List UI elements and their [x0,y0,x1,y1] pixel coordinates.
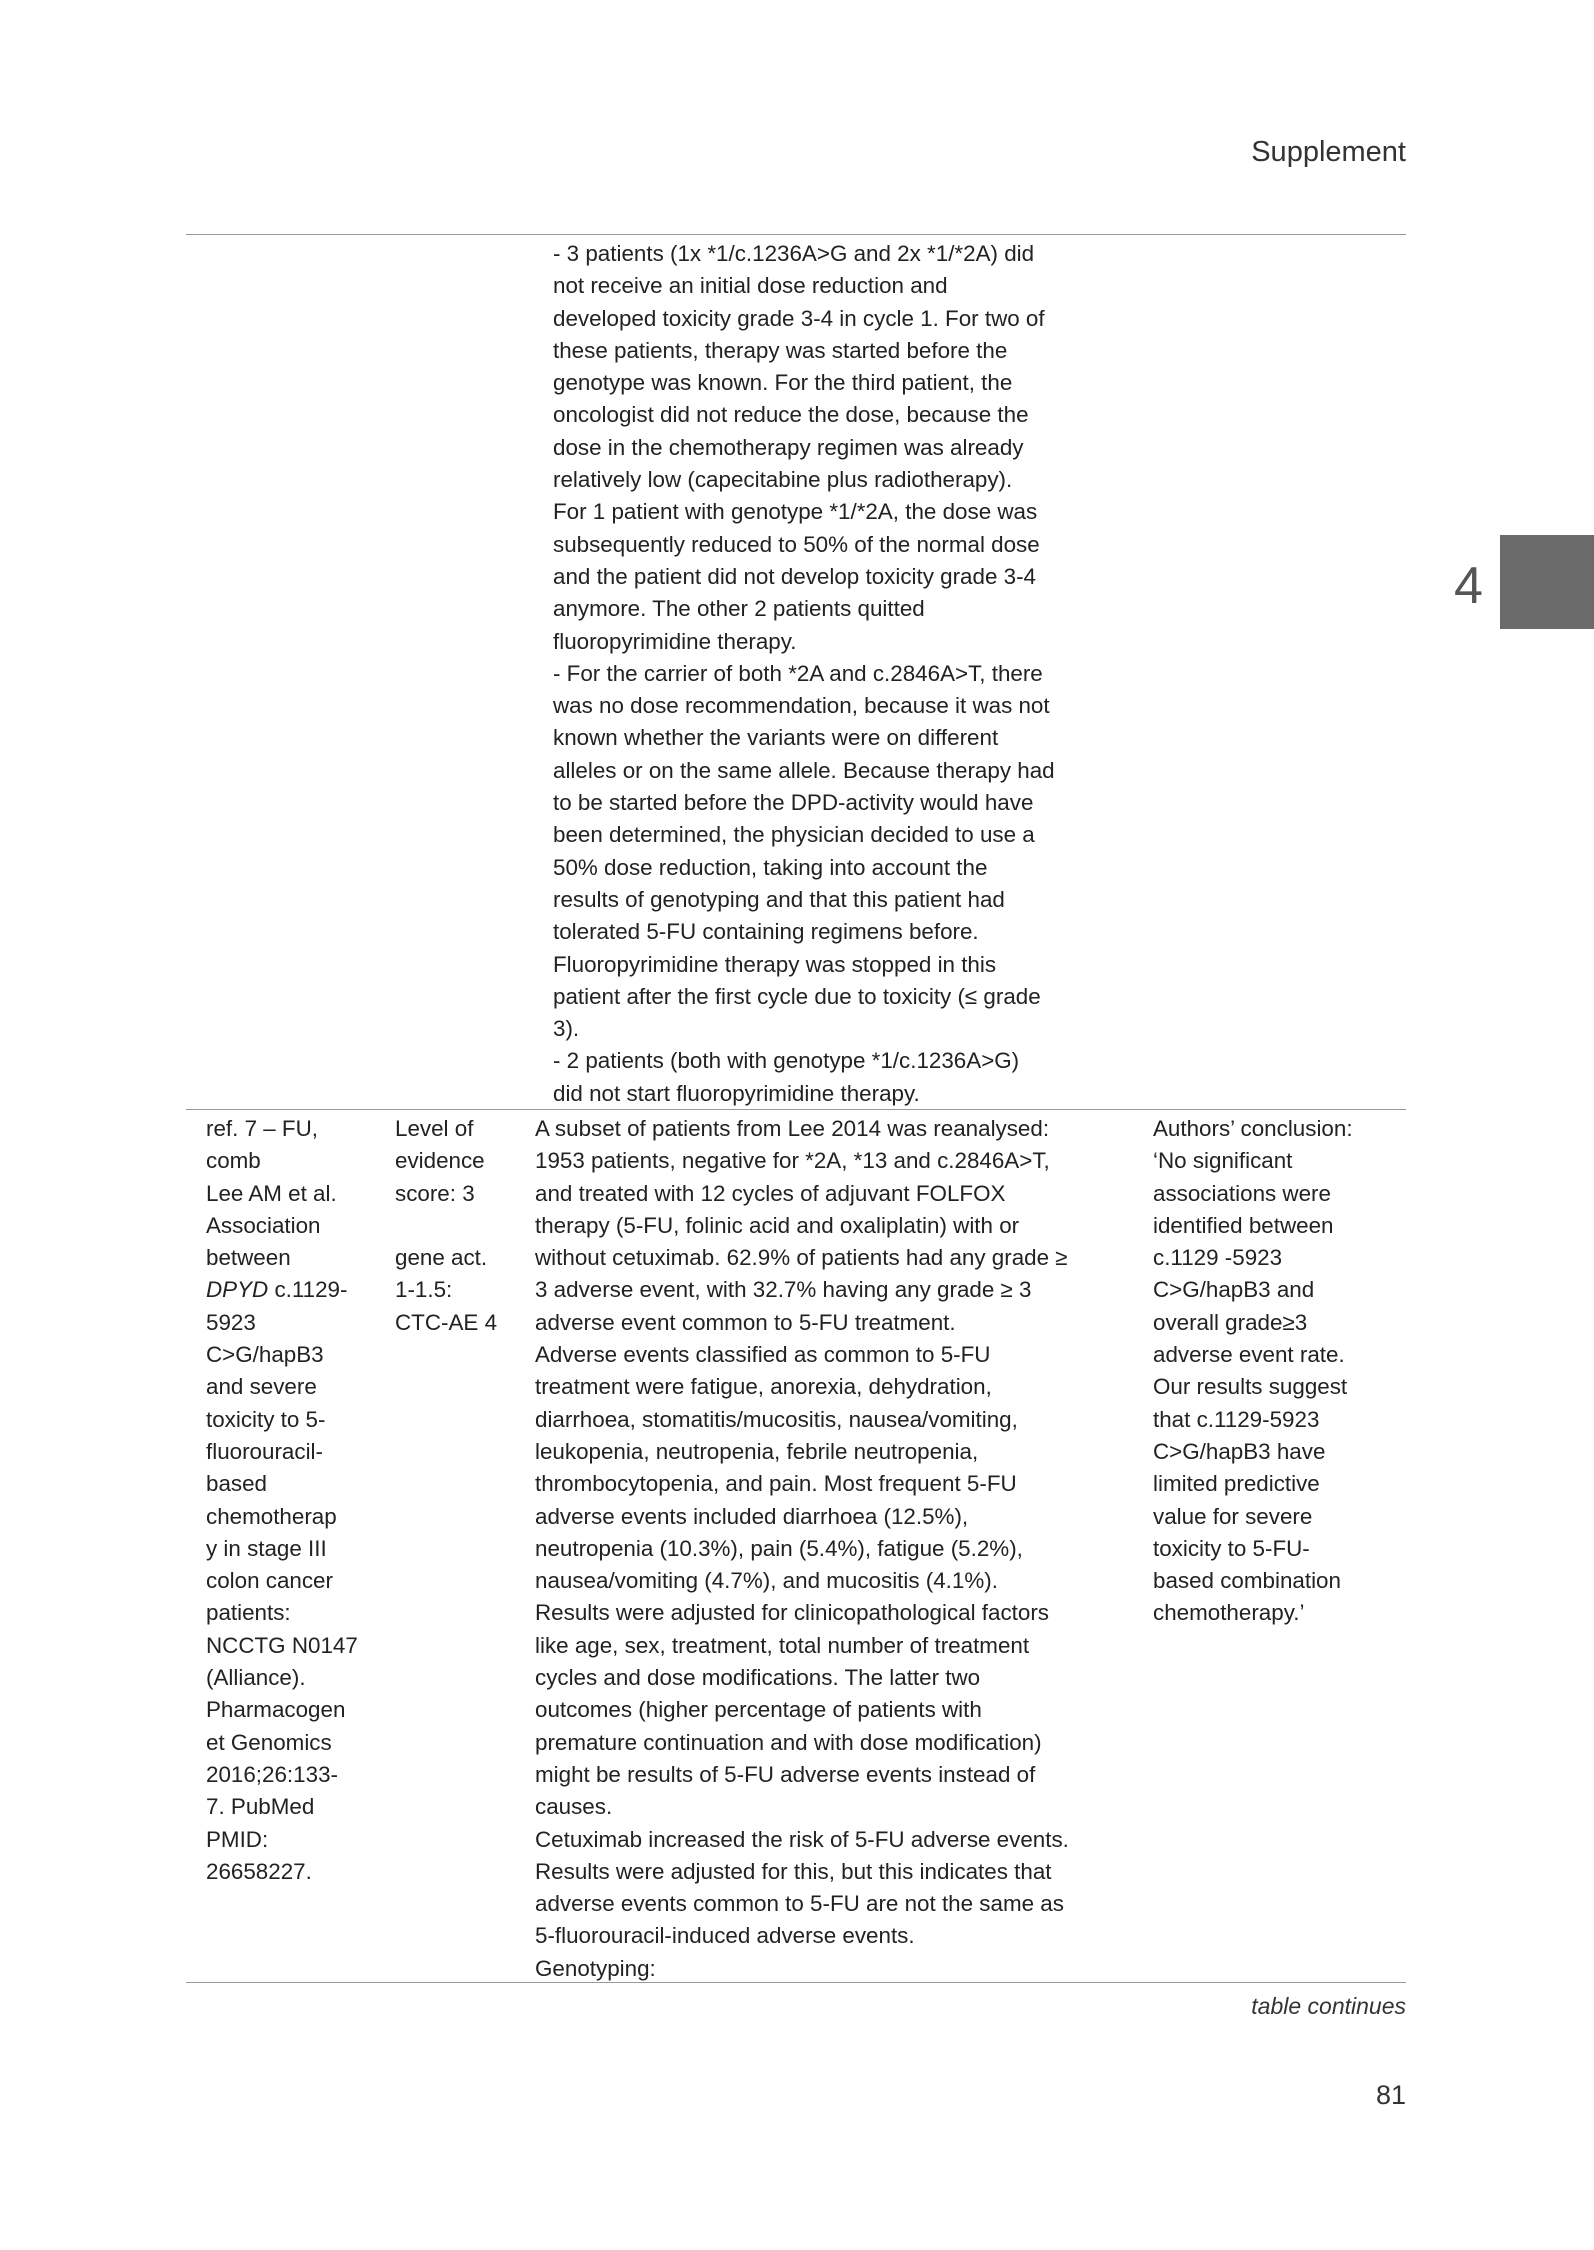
text-line: Pharmacogen [206,1697,346,1723]
text-line: adverse events common to 5-FU are not the same as [535,1891,1064,1917]
text-line: - 2 patients (both with genotype *1/c.1236A>G) [553,1048,1020,1074]
text-line: 2016;26:133- [206,1761,338,1787]
text-line: neutropenia (10.3%), pain (5.4%), fatigue (5.2%), [535,1535,1023,1561]
text-line: C>G/hapB3 have [1153,1438,1326,1464]
text-line: Association [206,1212,321,1238]
text-line: C>G/hapB3 and [1153,1277,1315,1303]
text-line: genotype was known. For the third patient, the [553,370,1013,396]
text-line: ‘No significant [1153,1148,1293,1174]
table-row-rule [186,1109,1406,1110]
table-continues-note: table continues [1251,1993,1406,2019]
text-line: known whether the variants were on different [553,725,999,751]
text-line: 5-fluorouracil-induced adverse events. [535,1923,915,1949]
text-line: treatment were fatigue, anorexia, dehydration, [535,1374,992,1400]
gene-symbol: DPYD [206,1277,269,1303]
text-line: - 3 patients (1x *1/c.1236A>G and 2x *1/*2A) did [553,241,1035,266]
text-line: might be results of 5-FU adverse events instead of [535,1761,1036,1787]
text-line: like age, sex, treatment, total number of treatment [535,1632,1030,1658]
text-line: C>G/hapB3 [206,1342,324,1368]
page-number: 81 [1375,2080,1406,2110]
reference-cell [206,1113,358,1888]
text-line: dose in the chemotherapy regimen was already [553,434,1024,460]
text-line: was no dose recommendation, because it was not [553,693,1050,719]
text-line: between [206,1245,291,1271]
text-line: limited predictive [1153,1471,1320,1497]
text-line: 3). [553,1016,580,1042]
text-line: to be started before the DPD-activity would have [553,790,1034,816]
text-line: adverse events included diarrhoea (12.5%), [535,1503,969,1529]
text-line: toxicity to 5- [206,1406,326,1432]
text-line: toxicity to 5-FU- [1153,1535,1310,1561]
text-line: 26658227. [206,1858,312,1884]
text-line: these patients, therapy was started before the [553,337,1008,363]
text-line: anymore. The other 2 patients quitted [553,596,925,622]
text-line: evidence [395,1148,485,1174]
text-line: therapy (5-FU, folinic acid and oxaliplatin) with or [535,1212,1020,1238]
text-line: cycles and dose modifications. The latter two [535,1665,981,1691]
text-line: not receive an initial dose reduction and [553,273,948,299]
text-line: Cetuximab increased the risk of 5-FU adverse events. [535,1826,1069,1852]
text-line: comb [206,1148,261,1174]
chapter-tab [1500,535,1594,629]
text-line: ref. 7 – FU, [206,1116,318,1141]
text-line: y in stage III [206,1535,327,1561]
text-line: 50% dose reduction, taking into account the [553,854,988,880]
chapter-number: 4 [1454,557,1483,615]
text-line: 5923 [206,1309,256,1335]
text-line: without cetuximab. 62.9% of patients had any grade ≥ [535,1245,1068,1271]
conclusion-cell [1153,1113,1353,1630]
text-line: value for severe [1153,1503,1313,1529]
text-line: fluorouracil- [206,1438,323,1464]
text-line: gene act. [395,1245,488,1271]
text-line: developed toxicity grade 3-4 in cycle 1. For two of [553,305,1045,331]
text-line: Level of [395,1116,474,1141]
text-line: and severe [206,1374,317,1400]
evidence-cell [395,1113,497,1339]
text-line: and treated with 12 cycles of adjuvant FOLFOX [535,1180,1006,1206]
running-header: Supplement [1251,136,1406,168]
table-top-rule [186,234,1406,235]
text-line: - For the carrier of both *2A and c.2846A>T, there [553,660,1043,686]
text-line: Genotyping: [535,1955,656,1981]
text-line: Our results suggest [1153,1374,1348,1400]
text-line: et Genomics [206,1729,332,1755]
text-line: relatively low (capecitabine plus radiotherapy). [553,467,1013,493]
text-line: patient after the first cycle due to toxicity (≤ grade [553,983,1041,1009]
text-line: 1-1.5: [395,1277,453,1303]
text-line: tolerated 5-FU containing regimens before. [553,919,979,945]
text-line: that c.1129-5923 [1153,1406,1320,1432]
text-line: 1953 patients, negative for *2A, *13 and c.2846A>T, [535,1148,1050,1174]
text-line: nausea/vomiting (4.7%), and mucositis (4.1%). [535,1568,998,1594]
text-line: causes. [535,1794,613,1820]
text-line: Lee AM et al. [206,1180,337,1206]
text-line: adverse event common to 5-FU treatment. [535,1309,956,1335]
text-line: Fluoropyrimidine therapy was stopped in this [553,951,997,977]
text-line: c.1129 -5923 [1153,1245,1283,1271]
text-line: based combination [1153,1568,1341,1594]
text-line: outcomes (higher percentage of patients with [535,1697,982,1723]
text-line: Results were adjusted for clinicopathological factors [535,1600,1050,1626]
text-line: (Alliance). [206,1665,306,1691]
text-line: associations were [1153,1180,1331,1206]
text-line: Authors’ conclusion: [1153,1116,1353,1141]
text-line: 3 adverse event, with 32.7% having any grade ≥ 3 [535,1277,1032,1303]
text-line: colon cancer [206,1568,333,1594]
text-line: identified between [1153,1212,1334,1238]
text-line: fluoropyrimidine therapy. [553,628,797,654]
text-line: been determined, the physician decided to use a [553,822,1035,848]
text-line: alleles or on the same allele. Because therapy had [553,757,1055,783]
table-bottom-rule [186,1982,1406,1983]
text-line: chemotherap [206,1503,337,1529]
text-line: leukopenia, neutropenia, febrile neutropenia, [535,1438,979,1464]
text-line: adverse event rate. [1153,1342,1345,1368]
description-cell [535,1113,1069,1985]
text-line: NCCTG N0147 [206,1632,358,1658]
text-line: subsequently reduced to 50% of the normal dose [553,531,1040,557]
text-line: PMID: [206,1826,269,1852]
text-line: results of genotyping and that this patient had [553,886,1005,912]
text-line: Results were adjusted for this, but this indicates that [535,1858,1052,1884]
text-line: DPYD c.1129- [206,1277,348,1303]
continued-description-cell [553,238,1055,1110]
text-line: premature continuation and with dose modification) [535,1729,1042,1755]
text-line: thrombocytopenia, and pain. Most frequent 5-FU [535,1471,1017,1497]
text-line: overall grade≥3 [1153,1309,1308,1335]
text-line: CTC-AE 4 [395,1309,498,1335]
text-line: and the patient did not develop toxicity grade 3-4 [553,563,1036,589]
text-line: score: 3 [395,1180,475,1206]
text-line: oncologist did not reduce the dose, because the [553,402,1029,428]
text-line: patients: [206,1600,291,1626]
text-line: A subset of patients from Lee 2014 was reanalysed: [535,1116,1050,1141]
text-line: 7. PubMed [206,1794,315,1820]
text-line [395,1210,497,1242]
text-line: based [206,1471,268,1497]
text-line: diarrhoea, stomatitis/mucositis, nausea/vomiting, [535,1406,1018,1432]
text-line: did not start fluoropyrimidine therapy. [553,1080,920,1106]
text-line: chemotherapy.’ [1153,1600,1305,1626]
text-line: Adverse events classified as common to 5-FU [535,1342,991,1368]
text-line: For 1 patient with genotype *1/*2A, the dose was [553,499,1038,525]
